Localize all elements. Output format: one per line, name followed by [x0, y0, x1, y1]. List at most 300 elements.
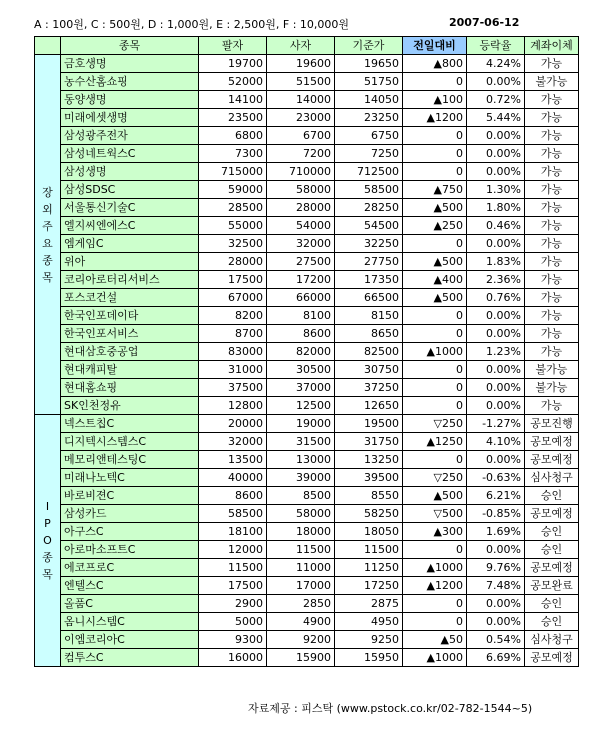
- sell-price: 31000: [199, 361, 267, 379]
- table-row: [35, 415, 579, 433]
- buy-price: 31500: [267, 433, 335, 451]
- base-price: 4950: [335, 613, 403, 631]
- buy-price: 58000: [267, 181, 335, 199]
- group-label-char: 종: [42, 253, 53, 267]
- price-change: 0: [403, 127, 467, 145]
- base-price: 31750: [335, 433, 403, 451]
- sell-price: 17500: [199, 271, 267, 289]
- sell-price: 28500: [199, 199, 267, 217]
- table-row: [35, 127, 579, 145]
- transfer-status: 가능: [525, 127, 579, 145]
- base-price: 2875: [335, 595, 403, 613]
- stock-table: [34, 36, 579, 667]
- stock-name: 삼성카드: [61, 505, 199, 523]
- stock-name: 농수산홈쇼핑: [61, 73, 199, 91]
- buy-price: 28000: [267, 199, 335, 217]
- buy-price: 37000: [267, 379, 335, 397]
- transfer-status: 가능: [525, 307, 579, 325]
- price-change: ▲1250: [403, 433, 467, 451]
- table-row: [35, 181, 579, 199]
- transfer-status: 가능: [525, 343, 579, 361]
- stock-name: 현대삼호중공업: [61, 343, 199, 361]
- stock-name: 미래에셋생명: [61, 109, 199, 127]
- stock-name: 아구스C: [61, 523, 199, 541]
- table-row: [35, 505, 579, 523]
- transfer-status: 가능: [525, 181, 579, 199]
- base-price: 19650: [335, 55, 403, 73]
- change-rate: -0.63%: [467, 469, 525, 487]
- table-row: [35, 199, 579, 217]
- buy-price: 8500: [267, 487, 335, 505]
- transfer-status: 승인: [525, 523, 579, 541]
- change-rate: 0.54%: [467, 631, 525, 649]
- price-change: ▲1000: [403, 649, 467, 667]
- stock-name: 올품C: [61, 595, 199, 613]
- table-row: [35, 361, 579, 379]
- sell-price: 18100: [199, 523, 267, 541]
- group-label-char: 요: [42, 236, 53, 250]
- price-change: ▽250: [403, 469, 467, 487]
- change-rate: 5.44%: [467, 109, 525, 127]
- buy-price: 18000: [267, 523, 335, 541]
- price-change: ▲250: [403, 217, 467, 235]
- column-header-name: 종목: [61, 37, 199, 55]
- sell-price: 32500: [199, 235, 267, 253]
- buy-price: 32000: [267, 235, 335, 253]
- base-price: 8650: [335, 325, 403, 343]
- price-change: ▲100: [403, 91, 467, 109]
- price-change: ▲750: [403, 181, 467, 199]
- base-price: 712500: [335, 163, 403, 181]
- buy-price: 11000: [267, 559, 335, 577]
- buy-price: 12500: [267, 397, 335, 415]
- change-rate: 0.00%: [467, 397, 525, 415]
- table-row: [35, 451, 579, 469]
- change-rate: 0.00%: [467, 541, 525, 559]
- stock-name: 서울통신기술C: [61, 199, 199, 217]
- column-header-buy: 사자: [267, 37, 335, 55]
- group-label-char: 목: [42, 568, 53, 581]
- sell-price: 19700: [199, 55, 267, 73]
- table-row: [35, 235, 579, 253]
- table-row: [35, 595, 579, 613]
- transfer-status: 승인: [525, 541, 579, 559]
- base-price: 58250: [335, 505, 403, 523]
- stock-name: 삼성생명: [61, 163, 199, 181]
- buy-price: 58000: [267, 505, 335, 523]
- table-row: [35, 433, 579, 451]
- change-rate: 4.10%: [467, 433, 525, 451]
- sell-price: 83000: [199, 343, 267, 361]
- base-price: 15950: [335, 649, 403, 667]
- change-rate: 0.76%: [467, 289, 525, 307]
- group-label-char: 목: [42, 270, 53, 284]
- transfer-status: 불가능: [525, 73, 579, 91]
- column-header-sell: 팔자: [199, 37, 267, 55]
- sell-price: 2900: [199, 595, 267, 613]
- table-body: [35, 55, 579, 667]
- table-row: [35, 469, 579, 487]
- price-change: 0: [403, 235, 467, 253]
- base-price: 37250: [335, 379, 403, 397]
- sell-price: 9300: [199, 631, 267, 649]
- buy-price: 66000: [267, 289, 335, 307]
- table-row: [35, 613, 579, 631]
- table-row: [35, 379, 579, 397]
- sell-price: 52000: [199, 73, 267, 91]
- transfer-status: 가능: [525, 253, 579, 271]
- buy-price: 17200: [267, 271, 335, 289]
- change-rate: 7.48%: [467, 577, 525, 595]
- stock-name: 엘지씨엔에스C: [61, 217, 199, 235]
- transfer-status: 가능: [525, 91, 579, 109]
- buy-price: 2850: [267, 595, 335, 613]
- base-price: 14050: [335, 91, 403, 109]
- price-change: ▲500: [403, 289, 467, 307]
- sell-price: 12800: [199, 397, 267, 415]
- stock-name: 디지텍시스템스C: [61, 433, 199, 451]
- transfer-status: 공모예정: [525, 433, 579, 451]
- buy-price: 39000: [267, 469, 335, 487]
- group-label: [35, 55, 61, 415]
- unit-legend: A : 100원, C : 500원, D : 1,000원, E : 2,500원, F : 10,000원: [34, 18, 350, 31]
- price-change: ▽500: [403, 505, 467, 523]
- buy-price: 6700: [267, 127, 335, 145]
- change-rate: 0.00%: [467, 73, 525, 91]
- table-row: [35, 559, 579, 577]
- price-change: 0: [403, 541, 467, 559]
- base-price: 82500: [335, 343, 403, 361]
- stock-name: 삼성SDSC: [61, 181, 199, 199]
- price-change: 0: [403, 451, 467, 469]
- buy-price: 8100: [267, 307, 335, 325]
- sell-price: 13500: [199, 451, 267, 469]
- price-change: 0: [403, 163, 467, 181]
- price-change: ▲300: [403, 523, 467, 541]
- stock-name: 코리아로터리서비스: [61, 271, 199, 289]
- transfer-status: 가능: [525, 271, 579, 289]
- buy-price: 13000: [267, 451, 335, 469]
- stock-name: 옴니시스템C: [61, 613, 199, 631]
- price-change: 0: [403, 613, 467, 631]
- transfer-status: 가능: [525, 55, 579, 73]
- table-row: [35, 145, 579, 163]
- change-rate: 6.69%: [467, 649, 525, 667]
- table-row: [35, 109, 579, 127]
- buy-price: 11500: [267, 541, 335, 559]
- transfer-status: 가능: [525, 235, 579, 253]
- sell-price: 58500: [199, 505, 267, 523]
- buy-price: 30500: [267, 361, 335, 379]
- base-price: 17250: [335, 577, 403, 595]
- change-rate: 1.30%: [467, 181, 525, 199]
- base-price: 11500: [335, 541, 403, 559]
- transfer-status: 가능: [525, 199, 579, 217]
- table-row: [35, 217, 579, 235]
- base-price: 6750: [335, 127, 403, 145]
- stock-name: 엔텔스C: [61, 577, 199, 595]
- stock-name: 아로마소프트C: [61, 541, 199, 559]
- table-row: [35, 541, 579, 559]
- table-row: [35, 91, 579, 109]
- transfer-status: 공모진행: [525, 415, 579, 433]
- buy-price: 19600: [267, 55, 335, 73]
- price-change: ▲50: [403, 631, 467, 649]
- buy-price: 27500: [267, 253, 335, 271]
- sell-price: 37500: [199, 379, 267, 397]
- transfer-status: 불가능: [525, 361, 579, 379]
- change-rate: 1.69%: [467, 523, 525, 541]
- change-rate: 0.00%: [467, 307, 525, 325]
- table-header-row: [35, 37, 579, 55]
- price-change: ▲500: [403, 487, 467, 505]
- change-rate: 1.80%: [467, 199, 525, 217]
- stock-name: 엠게임C: [61, 235, 199, 253]
- change-rate: 0.00%: [467, 613, 525, 631]
- price-change: 0: [403, 325, 467, 343]
- table-row: [35, 649, 579, 667]
- sell-price: 23500: [199, 109, 267, 127]
- table-row: [35, 577, 579, 595]
- price-change: ▲1200: [403, 109, 467, 127]
- buy-price: 51500: [267, 73, 335, 91]
- price-change: 0: [403, 379, 467, 397]
- table-row: [35, 163, 579, 181]
- change-rate: 1.23%: [467, 343, 525, 361]
- table-row: [35, 631, 579, 649]
- transfer-status: 가능: [525, 163, 579, 181]
- change-rate: 0.00%: [467, 595, 525, 613]
- base-price: 28250: [335, 199, 403, 217]
- change-rate: 9.76%: [467, 559, 525, 577]
- price-change: ▽250: [403, 415, 467, 433]
- stock-name: 에코프로C: [61, 559, 199, 577]
- price-change: ▲1000: [403, 343, 467, 361]
- price-change: ▲1200: [403, 577, 467, 595]
- transfer-status: 가능: [525, 145, 579, 163]
- base-price: 13250: [335, 451, 403, 469]
- transfer-status: 가능: [525, 397, 579, 415]
- transfer-status: 공모예정: [525, 559, 579, 577]
- group-label: [35, 415, 61, 667]
- price-change: 0: [403, 595, 467, 613]
- sell-price: 6800: [199, 127, 267, 145]
- transfer-status: 불가능: [525, 379, 579, 397]
- change-rate: 0.00%: [467, 325, 525, 343]
- sell-price: 7300: [199, 145, 267, 163]
- table-row: [35, 271, 579, 289]
- sell-price: 28000: [199, 253, 267, 271]
- change-rate: 0.00%: [467, 163, 525, 181]
- stock-name: 이엠코리아C: [61, 631, 199, 649]
- change-rate: 0.00%: [467, 379, 525, 397]
- group-label-char: I: [45, 500, 50, 513]
- sell-price: 67000: [199, 289, 267, 307]
- base-price: 17350: [335, 271, 403, 289]
- price-change: ▲500: [403, 253, 467, 271]
- change-rate: 0.00%: [467, 235, 525, 253]
- change-rate: -1.27%: [467, 415, 525, 433]
- table-row: [35, 523, 579, 541]
- base-price: 27750: [335, 253, 403, 271]
- sell-price: 55000: [199, 217, 267, 235]
- base-price: 30750: [335, 361, 403, 379]
- group-label-char: O: [43, 534, 52, 547]
- group-label-char: P: [44, 517, 51, 530]
- buy-price: 14000: [267, 91, 335, 109]
- stock-name: 한국인포데이타: [61, 307, 199, 325]
- column-header-rate: 등락율: [467, 37, 525, 55]
- price-change: ▲500: [403, 199, 467, 217]
- report-date: 2007-06-12: [449, 16, 520, 29]
- group-label-char: 장: [42, 185, 53, 199]
- table-row: [35, 55, 579, 73]
- base-price: 51750: [335, 73, 403, 91]
- base-price: 54500: [335, 217, 403, 235]
- change-rate: -0.85%: [467, 505, 525, 523]
- base-price: 58500: [335, 181, 403, 199]
- table-row: [35, 487, 579, 505]
- sell-price: 16000: [199, 649, 267, 667]
- transfer-status: 공모예정: [525, 451, 579, 469]
- stock-name: 포스코건설: [61, 289, 199, 307]
- info-bar: [34, 14, 574, 32]
- buy-price: 8600: [267, 325, 335, 343]
- base-price: 9250: [335, 631, 403, 649]
- transfer-status: 가능: [525, 289, 579, 307]
- table-row: [35, 325, 579, 343]
- group-label-char: 종: [42, 551, 53, 564]
- base-price: 11250: [335, 559, 403, 577]
- price-change: 0: [403, 73, 467, 91]
- buy-price: 9200: [267, 631, 335, 649]
- group-label-char: 주: [42, 219, 53, 233]
- column-header-change: 전일대비: [403, 37, 467, 55]
- transfer-status: 승인: [525, 487, 579, 505]
- stock-name: 삼성네트웍스C: [61, 145, 199, 163]
- change-rate: 2.36%: [467, 271, 525, 289]
- table-row: [35, 307, 579, 325]
- transfer-status: 심사청구: [525, 631, 579, 649]
- base-price: 18050: [335, 523, 403, 541]
- stock-name: 삼성광주전자: [61, 127, 199, 145]
- table-row: [35, 253, 579, 271]
- buy-price: 23000: [267, 109, 335, 127]
- sell-price: 8600: [199, 487, 267, 505]
- base-price: 23250: [335, 109, 403, 127]
- transfer-status: 가능: [525, 109, 579, 127]
- sell-price: 8700: [199, 325, 267, 343]
- sell-price: 11500: [199, 559, 267, 577]
- transfer-status: 가능: [525, 325, 579, 343]
- stock-name: 미래나노텍C: [61, 469, 199, 487]
- sell-price: 40000: [199, 469, 267, 487]
- change-rate: 0.72%: [467, 91, 525, 109]
- table-row: [35, 289, 579, 307]
- buy-price: 17000: [267, 577, 335, 595]
- buy-price: 15900: [267, 649, 335, 667]
- sell-price: 17500: [199, 577, 267, 595]
- sell-price: 20000: [199, 415, 267, 433]
- change-rate: 0.00%: [467, 145, 525, 163]
- base-price: 8150: [335, 307, 403, 325]
- change-rate: 0.00%: [467, 127, 525, 145]
- stock-name: 바로비젼C: [61, 487, 199, 505]
- transfer-status: 심사청구: [525, 469, 579, 487]
- transfer-status: 공모완료: [525, 577, 579, 595]
- buy-price: 54000: [267, 217, 335, 235]
- base-price: 19500: [335, 415, 403, 433]
- stock-name: 컴투스C: [61, 649, 199, 667]
- price-change: ▲400: [403, 271, 467, 289]
- base-price: 8550: [335, 487, 403, 505]
- change-rate: 0.00%: [467, 451, 525, 469]
- change-rate: 0.46%: [467, 217, 525, 235]
- sell-price: 14100: [199, 91, 267, 109]
- price-change: 0: [403, 145, 467, 163]
- stock-name: 현대홈쇼핑: [61, 379, 199, 397]
- table-row: [35, 343, 579, 361]
- stock-name: 금호생명: [61, 55, 199, 73]
- transfer-status: 승인: [525, 613, 579, 631]
- stock-name: 한국인포서비스: [61, 325, 199, 343]
- price-change: 0: [403, 361, 467, 379]
- base-price: 32250: [335, 235, 403, 253]
- change-rate: 0.00%: [467, 361, 525, 379]
- base-price: 66500: [335, 289, 403, 307]
- transfer-status: 공모예정: [525, 649, 579, 667]
- buy-price: 7200: [267, 145, 335, 163]
- stock-name: 현대캐피탈: [61, 361, 199, 379]
- table-row: [35, 397, 579, 415]
- transfer-status: 승인: [525, 595, 579, 613]
- column-header-transfer: 계좌이체: [525, 37, 579, 55]
- sell-price: 715000: [199, 163, 267, 181]
- buy-price: 19000: [267, 415, 335, 433]
- table-row: [35, 73, 579, 91]
- transfer-status: 가능: [525, 217, 579, 235]
- header-group-spacer: [35, 37, 61, 55]
- buy-price: 710000: [267, 163, 335, 181]
- sell-price: 12000: [199, 541, 267, 559]
- change-rate: 1.83%: [467, 253, 525, 271]
- sell-price: 59000: [199, 181, 267, 199]
- base-price: 7250: [335, 145, 403, 163]
- change-rate: 6.21%: [467, 487, 525, 505]
- data-source-footer: 자료제공 : 피스탁 (www.pstock.co.kr/02-782-1544~5): [248, 702, 533, 715]
- transfer-status: 공모예정: [525, 505, 579, 523]
- stock-name: 동양생명: [61, 91, 199, 109]
- buy-price: 4900: [267, 613, 335, 631]
- stock-name: 위아: [61, 253, 199, 271]
- change-rate: 4.24%: [467, 55, 525, 73]
- column-header-base: 기준가: [335, 37, 403, 55]
- sell-price: 5000: [199, 613, 267, 631]
- price-change: ▲800: [403, 55, 467, 73]
- price-change: 0: [403, 397, 467, 415]
- base-price: 39500: [335, 469, 403, 487]
- stock-name: 메모리앤테스팅C: [61, 451, 199, 469]
- sell-price: 8200: [199, 307, 267, 325]
- sell-price: 32000: [199, 433, 267, 451]
- stock-name: 넥스트칩C: [61, 415, 199, 433]
- stock-name: SK인천정유: [61, 397, 199, 415]
- price-change: ▲1000: [403, 559, 467, 577]
- buy-price: 82000: [267, 343, 335, 361]
- group-label-char: 외: [42, 202, 53, 216]
- base-price: 12650: [335, 397, 403, 415]
- price-change: 0: [403, 307, 467, 325]
